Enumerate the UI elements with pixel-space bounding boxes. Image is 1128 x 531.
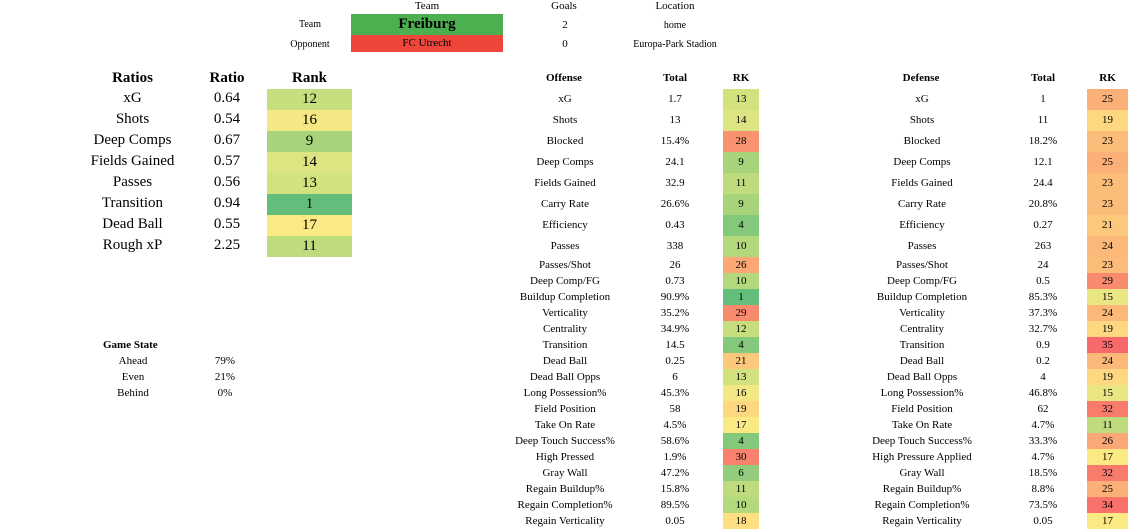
ratio-row-label: Dead Ball: [102, 216, 163, 232]
defense-row-rank: 19: [1087, 110, 1128, 131]
defense-row-label: Regain Verticality: [882, 515, 962, 527]
offense-row-rank: 30: [723, 449, 759, 465]
offense-row-total: 89.5%: [660, 499, 690, 511]
defense-row-label: Regain Completion%: [874, 499, 970, 511]
offense-row-total: 15.4%: [660, 135, 690, 147]
offense-row-rank: 9: [723, 152, 759, 173]
offense-row-label: Deep Comp/FG: [530, 275, 600, 287]
opponent-goals: 0: [562, 38, 568, 50]
defense-row-rank: 19: [1087, 369, 1128, 385]
ratio-row-rank: 11: [267, 236, 352, 257]
defense-row-label: Transition: [899, 339, 945, 351]
ratio-row-value: 0.94: [213, 195, 241, 211]
defense-row-label: Deep Comps: [893, 156, 951, 168]
offense-row-rank: 18: [723, 513, 759, 529]
offense-row-label: Deep Touch Success%: [515, 435, 615, 447]
location-column-header: Location: [655, 0, 695, 12]
defense-row-total: 85.3%: [1028, 291, 1058, 303]
defense-row-total: 4.7%: [1031, 451, 1055, 463]
defense-row-label: Regain Buildup%: [882, 483, 962, 495]
defense-row-rank: 25: [1087, 481, 1128, 497]
defense-row-rank: 34: [1087, 497, 1128, 513]
ratio-row-value: 0.55: [213, 216, 241, 232]
offense-row-total: 4.5%: [663, 419, 687, 431]
defense-row-label: Passes: [907, 240, 937, 252]
defense-row-total: 263: [1034, 240, 1052, 252]
game-state-label: Even: [121, 371, 145, 383]
team-row-label: Team: [298, 19, 322, 30]
defense-total-header: Total: [1030, 72, 1056, 84]
offense-row-label: Passes: [550, 240, 580, 252]
offense-row-label: Buildup Completion: [519, 291, 611, 303]
ratio-row-rank: 1: [267, 194, 352, 215]
defense-row-rank: 24: [1087, 353, 1128, 369]
defense-row-total: 20.8%: [1028, 198, 1058, 210]
defense-row-label: Fields Gained: [891, 177, 953, 189]
defense-row-rank: 15: [1087, 289, 1128, 305]
offense-row-total: 6: [672, 371, 678, 383]
offense-row-rank: 13: [723, 89, 759, 110]
ratio-row-rank: 9: [267, 131, 352, 152]
offense-row-total: 26: [669, 259, 681, 271]
offense-row-label: Regain Verticality: [525, 515, 605, 527]
defense-row-total: 18.2%: [1028, 135, 1058, 147]
offense-row-total: 1.7: [668, 93, 682, 105]
offense-row-total: 26.6%: [660, 198, 690, 210]
defense-row-label: Field Position: [891, 403, 953, 415]
defense-row-label: High Pressure Applied: [872, 451, 972, 463]
defense-row-rank: 32: [1087, 401, 1128, 417]
offense-row-total: 35.2%: [660, 307, 690, 319]
offense-row-rank: 13: [723, 369, 759, 385]
offense-row-total: 34.9%: [660, 323, 690, 335]
offense-row-label: Transition: [542, 339, 588, 351]
offense-row-total: 90.9%: [660, 291, 690, 303]
offense-row-total: 45.3%: [660, 387, 690, 399]
offense-header: Offense: [545, 72, 583, 84]
defense-rk-header: RK: [1099, 72, 1116, 84]
offense-row-rank: 12: [723, 321, 759, 337]
defense-row-rank: 26: [1087, 433, 1128, 449]
ratio-row-rank: 13: [267, 173, 352, 194]
ratio-row-label: Passes: [112, 174, 153, 190]
offense-row-rank: 11: [723, 481, 759, 497]
opponent-row-label: Opponent: [290, 39, 330, 50]
defense-row-label: Long Possession%: [880, 387, 964, 399]
offense-row-rank: 28: [723, 131, 759, 152]
offense-row-rank: 4: [723, 215, 759, 236]
ratio-row-value: 0.56: [213, 174, 241, 190]
defense-row-rank: 35: [1087, 337, 1128, 353]
defense-row-total: 32.7%: [1028, 323, 1058, 335]
defense-row-rank: 17: [1087, 513, 1128, 529]
ratio-row-label: Fields Gained: [90, 153, 175, 169]
defense-row-total: 12.1: [1033, 156, 1053, 168]
offense-row-rank: 10: [723, 236, 759, 257]
offense-row-rank: 16: [723, 385, 759, 401]
offense-row-label: Dead Ball: [542, 355, 588, 367]
ratio-row-label: Shots: [115, 111, 150, 127]
defense-row-rank: 19: [1087, 321, 1128, 337]
defense-row-total: 18.5%: [1028, 467, 1058, 479]
ratio-row-rank: 12: [267, 89, 352, 110]
game-state-value: 79%: [214, 355, 236, 367]
defense-row-rank: 11: [1087, 417, 1128, 433]
offense-row-label: Dead Ball Opps: [529, 371, 601, 383]
ratio-row-value: 0.57: [213, 153, 241, 169]
offense-row-rank: 4: [723, 337, 759, 353]
defense-row-total: 46.8%: [1028, 387, 1058, 399]
offense-row-label: Take On Rate: [534, 419, 596, 431]
ratio-row-value: 2.25: [213, 237, 241, 253]
defense-row-label: Dead Ball: [899, 355, 945, 367]
offense-total-header: Total: [662, 72, 688, 84]
defense-row-rank: 23: [1087, 131, 1128, 152]
offense-row-total: 338: [666, 240, 684, 252]
offense-row-rank: 1: [723, 289, 759, 305]
ratio-row-rank: 16: [267, 110, 352, 131]
defense-row-label: Efficiency: [899, 219, 945, 231]
offense-row-rank: 4: [723, 433, 759, 449]
ratio-row-rank: 14: [267, 152, 352, 173]
offense-row-label: xG: [558, 93, 572, 105]
defense-row-rank: 23: [1087, 194, 1128, 215]
offense-row-total: 13: [669, 114, 681, 126]
defense-row-rank: 21: [1087, 215, 1128, 236]
offense-row-rank: 9: [723, 194, 759, 215]
offense-row-label: Verticality: [542, 307, 588, 319]
offense-row-total: 0.43: [665, 219, 685, 231]
offense-row-rank: 26: [723, 257, 759, 273]
defense-row-total: 4: [1040, 371, 1046, 383]
defense-row-label: Take On Rate: [891, 419, 953, 431]
offense-row-total: 0.05: [665, 515, 685, 527]
offense-row-label: Regain Buildup%: [525, 483, 605, 495]
defense-row-total: 37.3%: [1028, 307, 1058, 319]
defense-row-rank: 29: [1087, 273, 1128, 289]
defense-row-rank: 23: [1087, 257, 1128, 273]
ratio-row-value: 0.64: [213, 90, 241, 106]
offense-row-rank: 14: [723, 110, 759, 131]
defense-row-rank: 25: [1087, 152, 1128, 173]
offense-row-rank: 10: [723, 273, 759, 289]
game-state-label: Ahead: [118, 355, 148, 367]
offense-row-label: Gray Wall: [542, 467, 588, 479]
defense-row-label: Gray Wall: [899, 467, 945, 479]
opponent-location: Europa-Park Stadion: [633, 39, 717, 50]
ratio-row-label: Rough xP: [102, 237, 163, 253]
offense-row-rank: 6: [723, 465, 759, 481]
defense-row-total: 24.4: [1033, 177, 1053, 189]
team-name: Freiburg: [351, 14, 503, 35]
defense-row-label: xG: [915, 93, 929, 105]
offense-row-label: Passes/Shot: [539, 259, 591, 271]
defense-row-total: 0.2: [1036, 355, 1050, 367]
goals-column-header: Goals: [551, 0, 577, 12]
offense-row-label: Fields Gained: [534, 177, 596, 189]
offense-row-label: Shots: [552, 114, 578, 126]
offense-row-total: 24.1: [665, 156, 685, 168]
defense-row-rank: 25: [1087, 89, 1128, 110]
defense-row-total: 0.05: [1033, 515, 1053, 527]
ratio-row-label: xG: [123, 90, 142, 106]
defense-row-label: Deep Touch Success%: [872, 435, 972, 447]
ratio-row-value: 0.54: [213, 111, 241, 127]
offense-row-rank: 17: [723, 417, 759, 433]
defense-row-total: 11: [1037, 114, 1049, 126]
defense-row-rank: 24: [1087, 236, 1128, 257]
offense-row-total: 0.25: [665, 355, 685, 367]
defense-row-total: 1: [1040, 93, 1046, 105]
defense-row-total: 4.7%: [1031, 419, 1055, 431]
ratio-row-value: 0.67: [213, 132, 241, 148]
defense-header: Defense: [902, 72, 940, 84]
defense-row-rank: 23: [1087, 173, 1128, 194]
team-location: home: [663, 20, 687, 31]
offense-row-total: 58.6%: [660, 435, 690, 447]
offense-row-rank: 29: [723, 305, 759, 321]
opponent-name: FC Utrecht: [351, 35, 503, 52]
game-state-value: 0%: [217, 387, 233, 399]
defense-row-total: 33.3%: [1028, 435, 1058, 447]
defense-row-label: Verticality: [899, 307, 945, 319]
offense-row-total: 0.73: [665, 275, 685, 287]
defense-row-total: 8.8%: [1031, 483, 1055, 495]
defense-row-label: Dead Ball Opps: [886, 371, 958, 383]
team-goals: 2: [562, 19, 568, 31]
offense-row-label: Regain Completion%: [517, 499, 613, 511]
game-state-value: 21%: [214, 371, 236, 383]
defense-row-label: Blocked: [903, 135, 941, 147]
offense-row-total: 14.5: [665, 339, 685, 351]
ratio-header: Ratio: [209, 70, 245, 86]
game-state-label: Behind: [117, 387, 149, 399]
offense-row-label: Blocked: [546, 135, 584, 147]
defense-row-label: Centrality: [900, 323, 944, 335]
defense-row-rank: 32: [1087, 465, 1128, 481]
defense-row-total: 0.27: [1033, 219, 1053, 231]
defense-row-total: 73.5%: [1028, 499, 1058, 511]
offense-row-label: Carry Rate: [541, 198, 589, 210]
offense-row-label: Centrality: [543, 323, 587, 335]
defense-row-rank: 24: [1087, 305, 1128, 321]
defense-row-total: 62: [1037, 403, 1049, 415]
defense-row-label: Buildup Completion: [876, 291, 968, 303]
defense-row-total: 0.5: [1036, 275, 1050, 287]
defense-row-rank: 15: [1087, 385, 1128, 401]
offense-row-label: Deep Comps: [536, 156, 594, 168]
defense-row-total: 0.9: [1036, 339, 1050, 351]
offense-row-total: 32.9: [665, 177, 685, 189]
offense-row-rank: 21: [723, 353, 759, 369]
offense-row-rank: 10: [723, 497, 759, 513]
offense-row-total: 47.2%: [660, 467, 690, 479]
defense-row-total: 24: [1037, 259, 1049, 271]
team-column-header: Team: [414, 0, 440, 12]
defense-row-rank: 17: [1087, 449, 1128, 465]
ratios-header: Ratios: [112, 70, 153, 86]
offense-row-label: Field Position: [534, 403, 596, 415]
game-state-title: Game State: [103, 339, 158, 351]
offense-row-rank: 11: [723, 173, 759, 194]
ratio-row-label: Transition: [101, 195, 164, 211]
offense-row-total: 58: [669, 403, 681, 415]
offense-row-label: Efficiency: [542, 219, 588, 231]
defense-row-label: Passes/Shot: [896, 259, 948, 271]
offense-row-label: Long Possession%: [523, 387, 607, 399]
defense-row-label: Deep Comp/FG: [887, 275, 957, 287]
offense-row-total: 1.9%: [663, 451, 687, 463]
ratio-row-label: Deep Comps: [93, 132, 172, 148]
ratio-row-rank: 17: [267, 215, 352, 236]
offense-row-label: High Pressed: [535, 451, 595, 463]
offense-row-rank: 19: [723, 401, 759, 417]
defense-row-label: Carry Rate: [898, 198, 946, 210]
rank-header: Rank: [291, 70, 328, 86]
defense-row-label: Shots: [909, 114, 935, 126]
offense-row-total: 15.8%: [660, 483, 690, 495]
offense-rk-header: RK: [732, 72, 750, 84]
